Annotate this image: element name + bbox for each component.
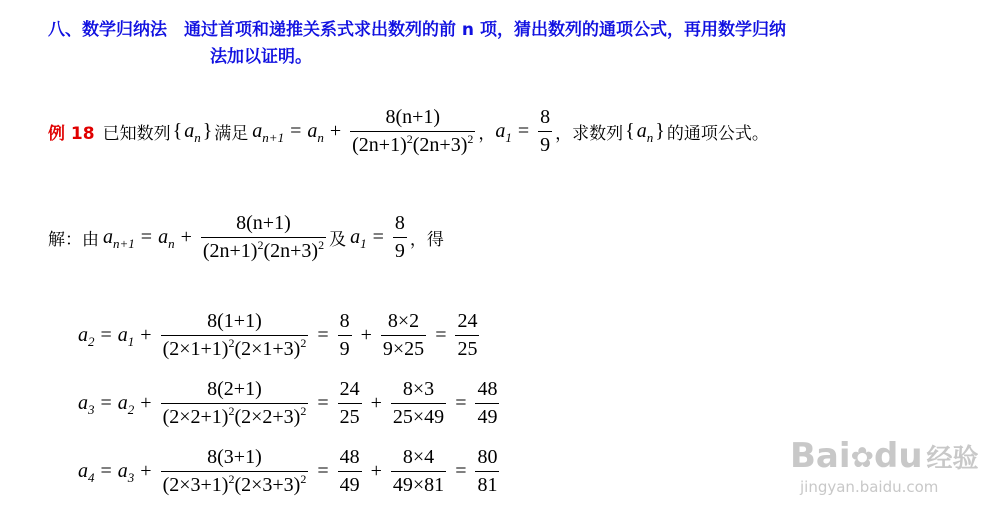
step-a3: a 3 = a 2 + $\frac{8(2+1)}{(2\times 2+1)^2(2\times 2+3)^2}$ = $\frac{24}{25}$ + $\frac{8\times 3}{25\times 49}$ = $\frac{48}{49}$ — [78, 378, 498, 428]
a1-fraction: $\frac{8}{9}$ — [540, 106, 551, 156]
section-heading-line2: 法加以证明。 — [210, 47, 312, 67]
example-statement: 例 18 已知数列 { a n } 满足 a n+1 = a n + $\frac{8(n+1)}{(2n+1)^2(2n+3)^2}$ ， a 1 = $\frac{8}{9}$ ，求数列 { a n } 的通项公式。 — [48, 106, 769, 156]
solution-intro: 解：由 a n+1 = a n + $\frac{8(n+1)}{(2n+1)^2(2n+3)^2}$ 及 a 1 = $\frac{8}{9}$ ，得 — [48, 212, 444, 262]
watermark-logo: Bai✿du 经验 — [790, 436, 979, 476]
section-heading-line1: 八、数学归纳法 通过首项和递推关系式求出数列的前 n 项，猜出数列的通项公式，再用数学归纳 — [48, 20, 786, 40]
watermark-url: jingyan.baidu.com — [800, 478, 939, 496]
step-a4: a 4 = a 3 + $\frac{8(3+1)}{(2\times 3+1)^2(2\times 3+3)^2}$ = $\frac{48}{49}$ + $\frac{8\times 4}{49\times 81}$ = $\frac{80}{81}$ — [78, 446, 498, 496]
solution-recurrence-fraction: $\frac{8(n+1)}{(2n+1)^2(2n+3)^2}$ — [202, 212, 325, 262]
recurrence-fraction: $\frac{8(n+1)}{(2n+1)^2(2n+3)^2}$ — [352, 106, 474, 156]
step-a2: a 2 = a 1 + $\frac{8(1+1)}{(2\times 1+1)^2(2\times 1+3)^2}$ = $\frac{8}{9}$ + $\frac{8\times 2}{9\times 25}$ = $\frac{24}{25}$ — [78, 310, 478, 360]
solution-a1-fraction: $\frac{8}{9}$ — [394, 212, 405, 262]
paw-icon: ✿ — [850, 441, 874, 474]
example-label: 例 18 — [48, 124, 95, 144]
